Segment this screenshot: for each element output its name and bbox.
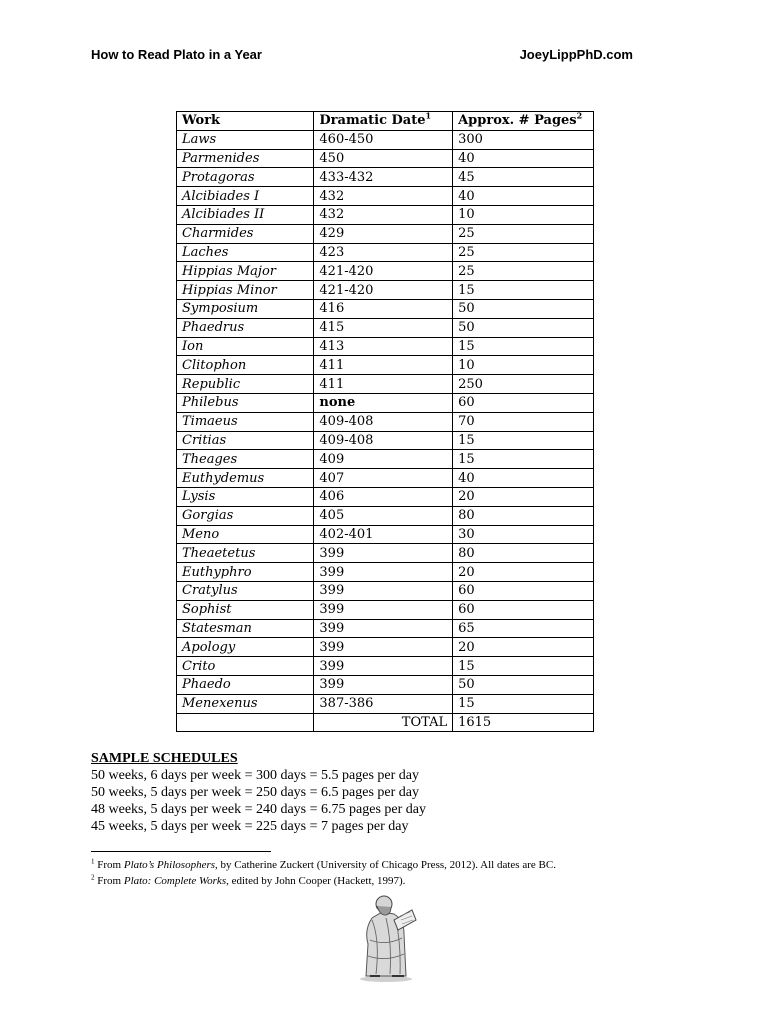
pages-cell: 15 <box>453 694 594 713</box>
work-title-cell: Apology <box>177 638 314 657</box>
work-title-cell: Alcibiades II <box>177 205 314 224</box>
table-row <box>177 581 594 600</box>
pages-cell: 80 <box>453 506 594 525</box>
dramatic-date-cell: 387-386 <box>314 694 453 713</box>
table-row <box>177 525 594 544</box>
total-row <box>177 713 594 732</box>
table-row <box>177 412 594 431</box>
table-row <box>177 130 594 149</box>
table-row <box>177 149 594 168</box>
total-label: TOTAL <box>314 713 453 732</box>
header-site: JoeyLippPhD.com <box>519 47 633 62</box>
work-title-cell: Charmides <box>177 224 314 243</box>
dramatic-date-cell: 399 <box>314 675 453 694</box>
footnote-ref-2: 2 <box>576 111 583 122</box>
schedule-line: 50 weeks, 6 days per week = 300 days = 5.5 pages per day <box>91 768 419 783</box>
dramatic-date-cell: 406 <box>314 487 453 506</box>
dramatic-date-cell: 399 <box>314 657 453 676</box>
work-title-cell: Laws <box>177 130 314 149</box>
table-header-row <box>177 112 594 131</box>
dramatic-date-cell: 421-420 <box>314 262 453 281</box>
work-title-cell: Statesman <box>177 619 314 638</box>
header-title: How to Read Plato in a Year <box>91 47 262 62</box>
work-title-cell: Cratylus <box>177 581 314 600</box>
work-title-cell: Laches <box>177 243 314 262</box>
work-title-cell: Euthydemus <box>177 469 314 488</box>
work-title-cell: Menexenus <box>177 694 314 713</box>
work-title-cell: Clitophon <box>177 356 314 375</box>
pages-cell: 50 <box>453 299 594 318</box>
pages-cell: 60 <box>453 600 594 619</box>
footnote-divider <box>91 851 271 852</box>
table-row <box>177 600 594 619</box>
schedule-line: 45 weeks, 5 days per week = 225 days = 7 pages per day <box>91 819 409 834</box>
pages-cell: 40 <box>453 149 594 168</box>
work-title-cell: Theaetetus <box>177 544 314 563</box>
works-table-body <box>177 130 594 713</box>
work-title-cell: Critias <box>177 431 314 450</box>
table-row <box>177 205 594 224</box>
dramatic-date-cell: 423 <box>314 243 453 262</box>
table-row <box>177 675 594 694</box>
table-row <box>177 356 594 375</box>
footnote-2: $^2$ From Plato: Complete Works, edited by John Cooper (Hackett, 1997). <box>91 873 406 887</box>
dramatic-date-cell: 399 <box>314 600 453 619</box>
footnote-1: $^1$ From Plato’s Philosophers, by Catherine Zuckert (University of Chicago Press, 2012). All dates are BC. <box>91 857 556 871</box>
dramatic-date-cell: 399 <box>314 581 453 600</box>
work-title-cell: Gorgias <box>177 506 314 525</box>
pages-cell: 250 <box>453 375 594 394</box>
table-row <box>177 318 594 337</box>
footnote-ref-1: 1 <box>425 111 432 122</box>
pages-cell: 65 <box>453 619 594 638</box>
schedule-line: 48 weeks, 5 days per week = 240 days = 6.75 pages per day <box>91 802 426 817</box>
dramatic-date-cell: 413 <box>314 337 453 356</box>
work-title-cell: Phaedo <box>177 675 314 694</box>
work-title-cell: Meno <box>177 525 314 544</box>
table-row <box>177 299 594 318</box>
dramatic-date-cell: 407 <box>314 469 453 488</box>
pages-cell: 25 <box>453 243 594 262</box>
pages-cell: 25 <box>453 224 594 243</box>
dramatic-date-cell: 402-401 <box>314 525 453 544</box>
work-title-cell: Theages <box>177 450 314 469</box>
dramatic-date-cell: 432 <box>314 205 453 224</box>
pages-cell: 10 <box>453 356 594 375</box>
pages-cell: 60 <box>453 581 594 600</box>
work-title-cell: Republic <box>177 375 314 394</box>
table-row <box>177 187 594 206</box>
pages-cell: 20 <box>453 487 594 506</box>
dramatic-date-cell: 460-450 <box>314 130 453 149</box>
table-row <box>177 694 594 713</box>
table-row <box>177 469 594 488</box>
dramatic-date-cell: 409-408 <box>314 431 453 450</box>
table-row <box>177 544 594 563</box>
pages-cell: 15 <box>453 281 594 300</box>
plato-statue-icon <box>346 890 426 982</box>
dramatic-date-cell: 429 <box>314 224 453 243</box>
table-row <box>177 450 594 469</box>
dramatic-date-cell: 399 <box>314 544 453 563</box>
pages-cell: 50 <box>453 675 594 694</box>
work-title-cell: Philebus <box>177 393 314 412</box>
dramatic-date-cell: 405 <box>314 506 453 525</box>
table-row <box>177 563 594 582</box>
dramatic-date-cell: 450 <box>314 149 453 168</box>
header-approx-pages: Approx. # Pages$^2$ <box>453 112 594 131</box>
table-row <box>177 487 594 506</box>
table-row <box>177 657 594 676</box>
work-title-cell: Hippias Minor <box>177 281 314 300</box>
dramatic-date-cell: 399 <box>314 563 453 582</box>
dramatic-date-cell: 432 <box>314 187 453 206</box>
work-title-cell: Lysis <box>177 487 314 506</box>
pages-cell: 15 <box>453 450 594 469</box>
table-row <box>177 168 594 187</box>
pages-cell: 60 <box>453 393 594 412</box>
works-table <box>176 111 594 732</box>
pages-cell: 25 <box>453 262 594 281</box>
header-work: Work <box>177 112 314 131</box>
dramatic-date-cell: 409 <box>314 450 453 469</box>
pages-cell: 45 <box>453 168 594 187</box>
work-title-cell: Crito <box>177 657 314 676</box>
dramatic-date-cell: 411 <box>314 356 453 375</box>
work-title-cell: Euthyphro <box>177 563 314 582</box>
table-row <box>177 262 594 281</box>
pages-cell: 15 <box>453 337 594 356</box>
work-title-cell: Symposium <box>177 299 314 318</box>
sample-schedules <box>91 750 651 835</box>
schedule-line: 50 weeks, 5 days per week = 250 days = 6.5 pages per day <box>91 785 419 800</box>
pages-cell: 40 <box>453 187 594 206</box>
work-title-cell: Phaedrus <box>177 318 314 337</box>
pages-cell: 20 <box>453 563 594 582</box>
table-row <box>177 431 594 450</box>
table-row <box>177 619 594 638</box>
dramatic-date-cell: 411 <box>314 375 453 394</box>
dramatic-date-cell: 415 <box>314 318 453 337</box>
pages-cell: 40 <box>453 469 594 488</box>
total-value: 1615 <box>453 713 594 732</box>
work-title-cell: Hippias Major <box>177 262 314 281</box>
pages-cell: 70 <box>453 412 594 431</box>
pages-cell: 10 <box>453 205 594 224</box>
work-title-cell: Ion <box>177 337 314 356</box>
dramatic-date-cell: 399 <box>314 619 453 638</box>
table-row <box>177 281 594 300</box>
dramatic-date-cell: 421-420 <box>314 281 453 300</box>
pages-cell: 20 <box>453 638 594 657</box>
table-row <box>177 337 594 356</box>
pages-cell: 15 <box>453 431 594 450</box>
table-row <box>177 638 594 657</box>
header-dramatic-date: Dramatic Date$^1$ <box>314 112 453 131</box>
dramatic-date-cell: 409-408 <box>314 412 453 431</box>
dramatic-date-cell: 416 <box>314 299 453 318</box>
pages-cell: 30 <box>453 525 594 544</box>
work-title-cell: Sophist <box>177 600 314 619</box>
dramatic-date-cell: 399 <box>314 638 453 657</box>
schedules-title: SAMPLE SCHEDULES <box>91 751 238 766</box>
table-row <box>177 375 594 394</box>
pages-cell: 15 <box>453 657 594 676</box>
work-title-cell: Alcibiades I <box>177 187 314 206</box>
pages-cell: 50 <box>453 318 594 337</box>
pages-cell: 80 <box>453 544 594 563</box>
footnotes <box>91 857 691 889</box>
dramatic-date-cell: none <box>314 393 453 412</box>
pages-cell: 300 <box>453 130 594 149</box>
table-row <box>177 224 594 243</box>
total-empty-cell <box>177 713 314 732</box>
dramatic-date-cell: 433-432 <box>314 168 453 187</box>
work-title-cell: Parmenides <box>177 149 314 168</box>
table-row <box>177 393 594 412</box>
work-title-cell: Protagoras <box>177 168 314 187</box>
work-title-cell: Timaeus <box>177 412 314 431</box>
table-row <box>177 243 594 262</box>
page-header <box>91 47 633 67</box>
table-row <box>177 506 594 525</box>
